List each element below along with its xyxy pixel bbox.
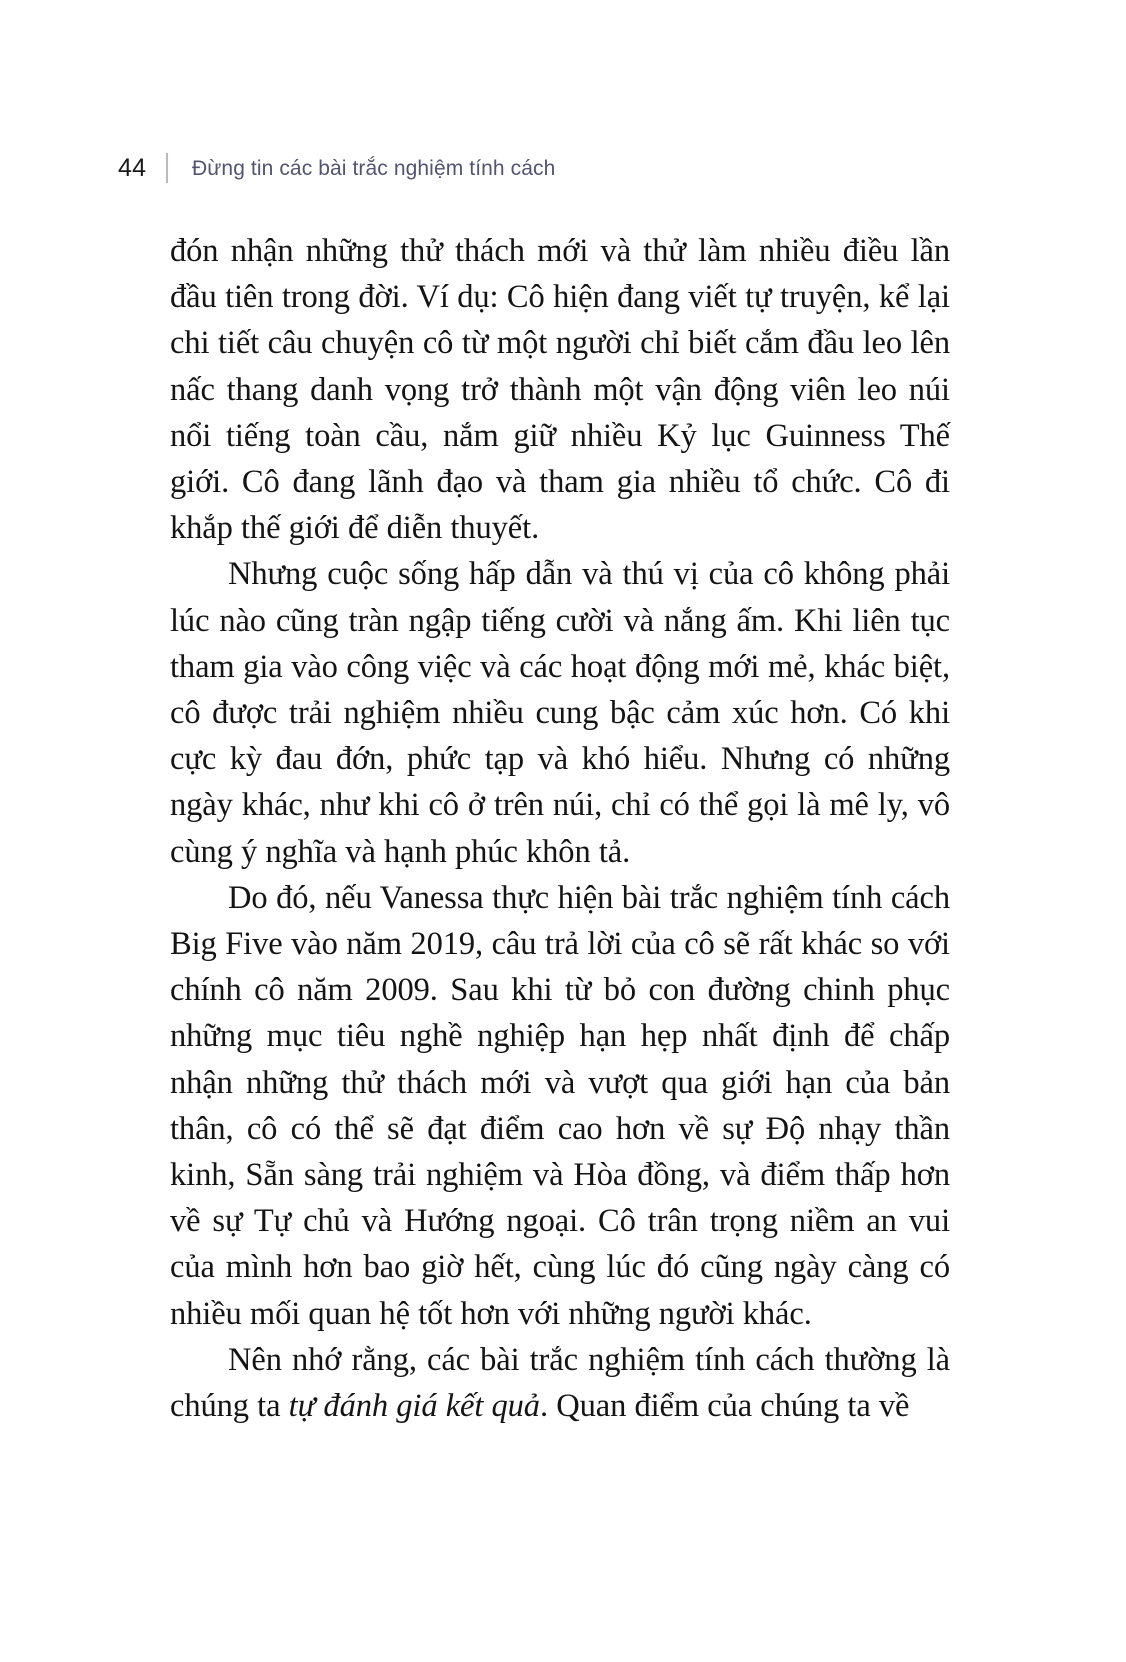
body-text-block bbox=[170, 228, 950, 1429]
paragraph-4 bbox=[170, 1337, 950, 1429]
paragraph-4-emphasis: tự đánh giá kết quả bbox=[288, 1388, 540, 1425]
running-header bbox=[118, 150, 555, 186]
running-title: Đừng tin các bài trắc nghiệm tính cách bbox=[192, 156, 556, 180]
paragraph-1: đón nhận những thử thách mới và thử làm nhiều điều lần đầu tiên trong đời. Ví dụ: Cô hiện đang viết tự truyện, kể lại chi tiết câu chuyện cô từ một người chỉ biết cắm đầu leo lên nấc thang danh vọng trở thành một vận động viên leo núi nổi tiếng toàn cầu, nắm giữ nhiều Kỷ lục Guinness Thế giới. Cô đang lãnh đạo và tham gia nhiều tổ chức. Cô đi khắp thế giới để diễn thuyết. bbox=[170, 233, 950, 547]
paragraph-3: Do đó, nếu Vanessa thực hiện bài trắc nghiệm tính cách Big Five vào năm 2019, câu trả lời của cô sẽ rất khác so với chính cô năm 2009. Sau khi từ bỏ con đường chinh phục những mục tiêu nghề nghiệp hạn hẹp nhất định để chấp nhận những thử thách mới và vượt qua giới hạn của bản thân, cô có thể sẽ đạt điểm cao hơn về sự Độ nhạy thần kinh, Sẵn sàng trải nghiệm và Hòa đồng, và điểm thấp hơn về sự Tự chủ và Hướng ngoại. Cô trân trọng niềm an vui của mình hơn bao giờ hết, cùng lúc đó cũng ngày càng có nhiều mối quan hệ tốt hơn với những người khác. bbox=[170, 879, 950, 1332]
paragraph-2: Nhưng cuộc sống hấp dẫn và thú vị của cô không phải lúc nào cũng tràn ngập tiếng cười và nắng ấm. Khi liên tục tham gia vào công việc và các hoạt động mới mẻ, khác biệt, cô được trải nghiệm nhiều cung bậc cảm xúc hơn. Có khi cực kỳ đau đớn, phức tạp và khó hiểu. Nhưng có những ngày khác, như khi cô ở trên núi, chỉ có thể gọi là mê ly, vô cùng ý nghĩa và hạnh phúc khôn tả. bbox=[170, 556, 950, 870]
header-divider bbox=[166, 153, 168, 183]
page-number: 44 bbox=[118, 153, 147, 182]
paragraph-4-segment-3: . Quan điểm của chúng ta về bbox=[539, 1388, 910, 1425]
paragraph-4-segment-1: Nên nhớ rằng, các bài trắc nghiệm tính cách thường là chúng ta bbox=[170, 1341, 950, 1425]
